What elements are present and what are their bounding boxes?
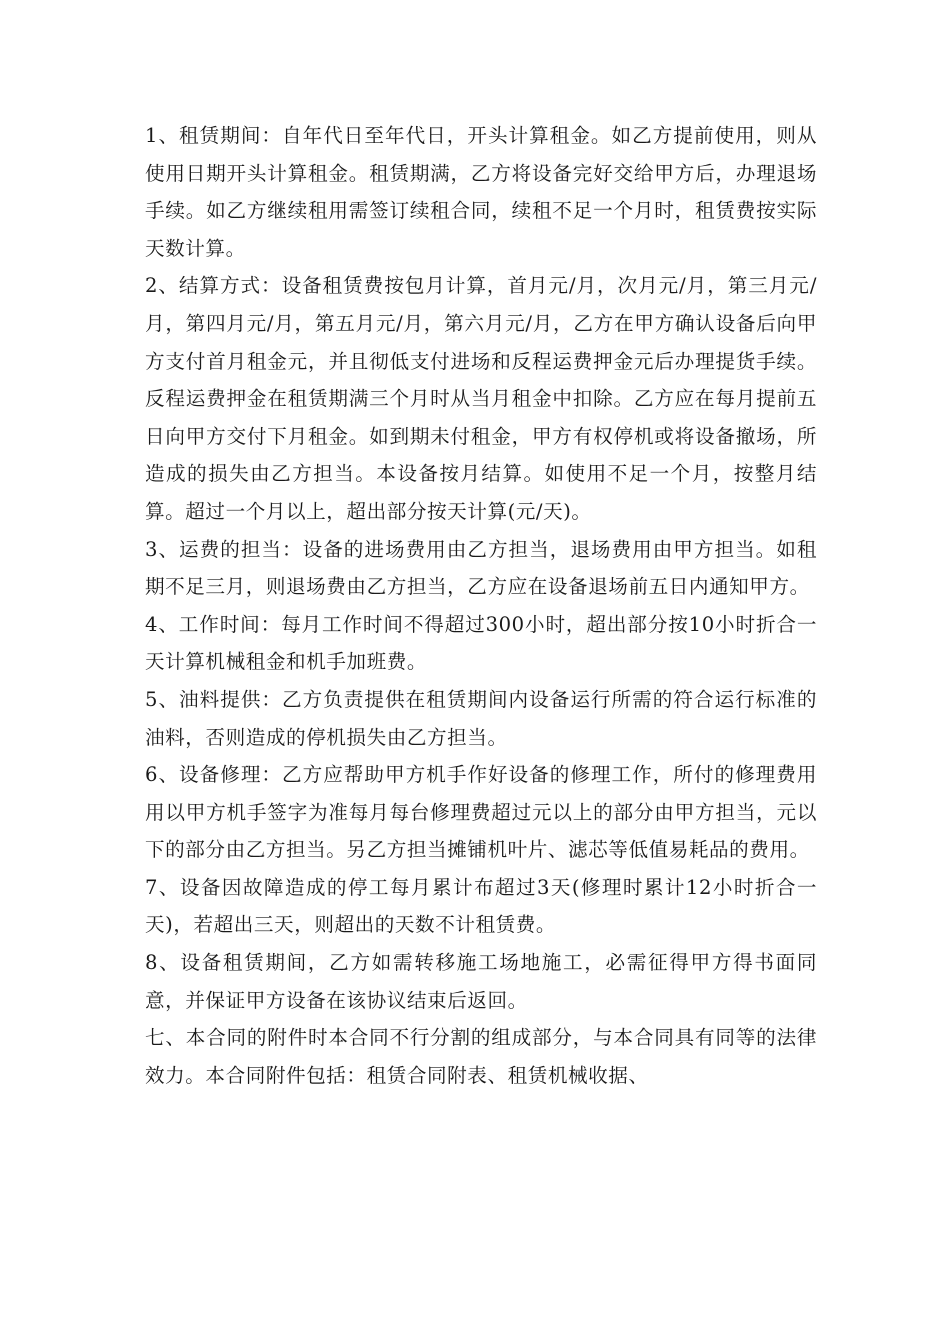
clause-3-freight-responsibility: 3、运费的担当：设备的进场费用由乙方担当，退场费用由甲方担当。如租期不足三月，则退场费由乙方担当，乙方应在设备退场前五日内通知甲方。: [145, 537, 817, 599]
clause-8-site-transfer: 8、设备租赁期间，乙方如需转移施工场地施工，必需征得甲方得书面同意，并保证甲方设备在该协议结束后返回。: [145, 951, 817, 1012]
clause-4-working-hours: 4、工作时间：每月工作时间不得超过300小时，超出部分按10小时折合一天计算机械租金和机手加班费。: [145, 612, 817, 674]
clause-1-lease-period: 1、租赁期间：自年代日至年代日，开头计算租金。如乙方提前使用，则从使用日期开头计算租金。租赁期满，乙方将设备完好交给甲方后，办理退场手续。如乙方继续租用需签订续租合同，续租不足一个月时，租赁费按实际天数计算。: [145, 124, 817, 260]
clause-2-settlement-method: 2、结算方式：设备租赁费按包月计算，首月元/月，次月元/月，第三月元/月，第四月元/月，第五月元/月，第六月元/月，乙方在甲方确认设备后向甲方支付首月租金元，并且彻低支付进场和反程运费押金元后办理提货手续。反程运费押金在租赁期满三个月时从当月租金中扣除。乙方应在每月提前五日向甲方交付下月租金。如到期未付租金，甲方有权停机或将设备撤场，所造成的损失由乙方担当。本设备按月结算。如使用不足一个月，按整月结算。超过一个月以上，超出部分按天计算(元/天)。: [145, 274, 817, 523]
clause-5-fuel-supply: 5、油料提供：乙方负责提供在租赁期间内设备运行所需的符合运行标准的油料，否则造成的停机损失由乙方担当。: [145, 687, 817, 749]
document-body: [145, 117, 817, 1094]
section-7-attachments: 七、本合同的附件时本合同不行分割的组成部分，与本合同具有同等的法律效力。本合同附件包括：租赁合同附表、租赁机械收据、: [145, 1026, 817, 1087]
clause-7-downtime: 7、设备因故障造成的停工每月累计布超过3天(修理时累计12小时折合一天)，若超出三天，则超出的天数不计租赁费。: [145, 875, 817, 937]
clause-6-equipment-repair: 6、设备修理：乙方应帮助甲方机手作好设备的修理工作，所付的修理费用用以甲方机手签字为准每月每台修理费超过元以上的部分由甲方担当，元以下的部分由乙方担当。另乙方担当摊铺机叶片、滤芯等低值易耗品的费用。: [145, 763, 817, 862]
